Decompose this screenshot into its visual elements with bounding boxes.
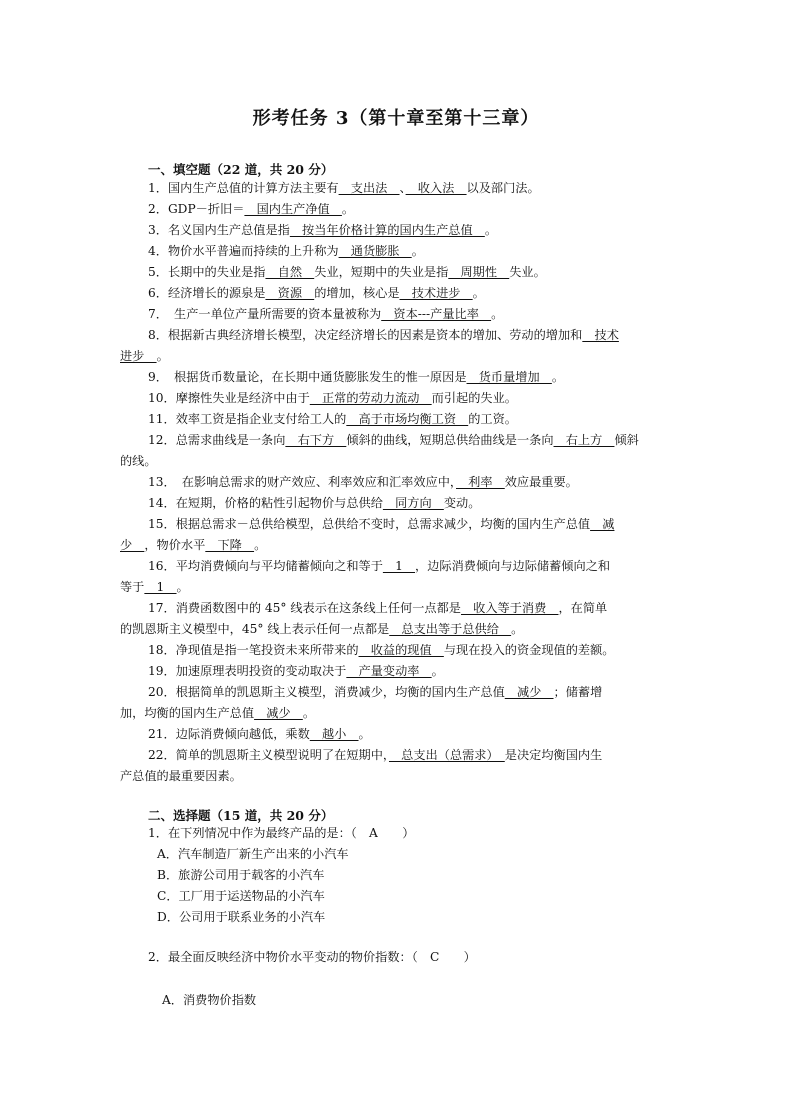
question-text: 失业。 [509, 265, 546, 279]
question-text: 22．简单的凯恩斯主义模型说明了在短期中， [148, 748, 389, 762]
answer-blank: 1 [144, 580, 177, 594]
question-text: 。 [358, 727, 371, 741]
question-text: 。 [484, 223, 498, 237]
answer-blank: 资本---产量比率 [381, 307, 492, 321]
answer-blank: 减少 [254, 706, 303, 720]
question-text: 、 [399, 181, 406, 195]
fill-line [148, 328, 619, 343]
question-text: 。 [551, 370, 565, 384]
answer-blank: 资源 [265, 286, 315, 300]
question-text: 8．根据新古典经济增长模型，决定经济增长的因素是资本的增加、劳动的增加和 [148, 328, 583, 342]
question-text: 11．效率工资是指企业支付给工人的 [148, 412, 347, 426]
question-text: 。 [341, 202, 355, 216]
question-text: 以及部门法。 [466, 181, 540, 195]
fill-line [148, 559, 610, 574]
fill-line [148, 664, 444, 679]
question-text: 失业，短期中的失业是指 [314, 265, 449, 279]
answer-blank: 货币量增加 [466, 370, 552, 384]
fill-line [148, 496, 480, 511]
fill-line [120, 454, 157, 469]
answer-blank: 1 [382, 559, 416, 573]
question-text: 的工资。 [468, 412, 517, 426]
question-text: 20．根据简单的凯恩斯主义模型，消费减少，均衡的国内生产总值 [148, 685, 505, 699]
fill-line [148, 643, 614, 658]
answer-blank: 技术进步 [399, 286, 473, 300]
fill-line [148, 475, 578, 490]
question-text: 。 [176, 580, 189, 594]
question-text: 5．长期中的失业是指 [148, 265, 266, 279]
question-text: ，在简单 [558, 601, 608, 615]
answer-blank: 进步 [120, 349, 157, 363]
question-text: 。 [511, 622, 524, 636]
section2-heading: 二、选择题（15 道，共 20 分） [148, 808, 334, 823]
answer-blank: 右下方 [285, 433, 347, 447]
answer-blank: 越小 [309, 727, 359, 741]
fill-line [148, 286, 485, 301]
fill-line [148, 727, 371, 742]
fill-line [148, 517, 614, 532]
question-text: 产总值的最重要因素。 [120, 769, 242, 783]
question-2: 2．最全面反映经济中物价水平变动的物价指数：（ C ） [148, 950, 476, 964]
question-text: ，边际消费倾向与边际储蓄倾向之和 [415, 559, 611, 573]
answer-blank: 通货膨胀 [338, 244, 412, 258]
fill-line [120, 706, 315, 721]
q1-option-d: D．公司用于联系业务的小汽车 [157, 910, 326, 924]
question-text: 的凯恩斯主义模型中，45° 线上表示任何一点都是 [120, 622, 390, 636]
question-text: 3．名义国内生产总值是指 [148, 223, 290, 237]
fill-line [120, 580, 189, 595]
question-text: 。 [491, 307, 504, 321]
answer-blank: 总支出等于总供给 [389, 622, 512, 636]
fill-line [120, 538, 266, 553]
question-text: 加，均衡的国内生产总值 [120, 706, 255, 720]
question-text: 与现在投入的资金现值的差额。 [443, 643, 615, 657]
fill-line [148, 223, 497, 238]
question-text: 13． 在影响总需求的财产效应、利率效应和汇率效应中， [148, 475, 456, 489]
question-text: 。 [254, 538, 267, 552]
answer-blank: 收入法 [405, 181, 467, 195]
fill-line [148, 391, 517, 406]
q2-option-a: A．消费物价指数 [162, 993, 257, 1007]
fill-line [148, 433, 639, 448]
question-text: 9． 根据货币数量论，在长期中通货膨胀发生的惟一原因是 [148, 370, 467, 384]
question-text: 。 [302, 706, 315, 720]
fill-line [120, 769, 242, 784]
question-text: 效应最重要。 [504, 475, 578, 489]
answer-blank: 右上方 [553, 433, 615, 447]
q1-option-c: C．工厂用于运送物品的小汽车 [157, 889, 325, 903]
fill-line [148, 601, 607, 616]
fill-line [120, 349, 169, 364]
q1-option-b: B．旅游公司用于载客的小汽车 [157, 868, 325, 882]
answer-blank: 利率 [456, 475, 505, 489]
answer-blank: 正常的劳动力流动 [309, 391, 432, 405]
answer-blank: 产量变动率 [346, 664, 432, 678]
answer-blank: 自然 [265, 265, 315, 279]
answer-blank: 技术 [582, 328, 619, 342]
fill-line [148, 412, 517, 427]
question-text: 的线。 [120, 454, 157, 468]
fill-line [148, 265, 546, 280]
question-text: 。 [472, 286, 485, 300]
fill-line [148, 244, 424, 259]
answer-blank: 总支出（总需求） [388, 748, 505, 762]
fill-line [148, 307, 503, 322]
answer-blank: 支出法 [338, 181, 400, 195]
question-text: 19．加速原理表明投资的变动取决于 [148, 664, 347, 678]
fill-line [148, 370, 564, 385]
question-text: 10．摩擦性失业是经济中由于 [148, 391, 310, 405]
answer-blank: 减 [590, 517, 615, 531]
question-text: 15．根据总需求－总供给模型，总供给不变时，总需求减少，均衡的国内生产总值 [148, 517, 591, 531]
question-text: 的增加，核心是 [314, 286, 400, 300]
question-text: ，物价水平 [144, 538, 206, 552]
answer-blank: 周期性 [448, 265, 510, 279]
question-text: 是决定均衡国内生 [504, 748, 603, 762]
fill-line [120, 622, 523, 637]
fill-line [148, 685, 602, 700]
question-text: 14．在短期，价格的粘性引起物价与总供给 [148, 496, 383, 510]
document-title: 形考任务 3（第十章至第十三章） [252, 108, 540, 129]
question-text: 。 [431, 664, 444, 678]
question-1: 1．在下列情况中作为最终产品的是：（ A ） [148, 826, 415, 840]
answer-blank: 国内生产净值 [244, 202, 342, 216]
fill-line [148, 748, 602, 763]
question-text: 4．物价水平普遍而持续的上升称为 [148, 244, 339, 258]
question-text: ；储蓄增 [553, 685, 603, 699]
question-text: 而引起的失业。 [431, 391, 517, 405]
question-text: 。 [156, 349, 169, 363]
fill-line [148, 202, 354, 217]
question-text: 等于 [120, 580, 145, 594]
question-text: 21．边际消费倾向越低，乘数 [148, 727, 310, 741]
question-text: 变动。 [443, 496, 481, 510]
answer-blank: 高于市场均衡工资 [346, 412, 469, 426]
answer-blank: 下降 [205, 538, 255, 552]
question-text: 7． 生产一单位产量所需要的资本量被称为 [148, 307, 382, 321]
answer-blank: 收益的现值 [358, 643, 444, 657]
fill-line [148, 181, 540, 196]
answer-blank: 少 [120, 538, 145, 552]
question-text: 18．净现值是指一笔投资未来所带来的 [148, 643, 359, 657]
question-text: 1．国内生产总值的计算方法主要有 [148, 181, 339, 195]
question-text: 倾斜的曲线，短期总供给曲线是一条向 [346, 433, 554, 447]
question-text: 。 [411, 244, 424, 258]
answer-blank: 同方向 [382, 496, 444, 510]
question-text: 17．消费函数图中的 45° 线表示在这条线上任何一点都是 [148, 601, 461, 615]
question-text: 16．平均消费倾向与平均储蓄倾向之和等于 [148, 559, 383, 573]
answer-blank: 按当年价格计算的国内生产总值 [289, 223, 485, 237]
section1-heading: 一、填空题（22 道，共 20 分） [148, 162, 334, 177]
answer-blank: 减少 [504, 685, 554, 699]
q1-option-a: A．汽车制造厂新生产出来的小汽车 [157, 847, 349, 861]
question-text: 倾斜 [614, 433, 639, 447]
question-text: 2．GDP－折旧＝ [148, 202, 245, 216]
question-text: 6．经济增长的源泉是 [148, 286, 266, 300]
answer-blank: 收入等于消费 [460, 601, 559, 615]
question-text: 12．总需求曲线是一条向 [148, 433, 286, 447]
